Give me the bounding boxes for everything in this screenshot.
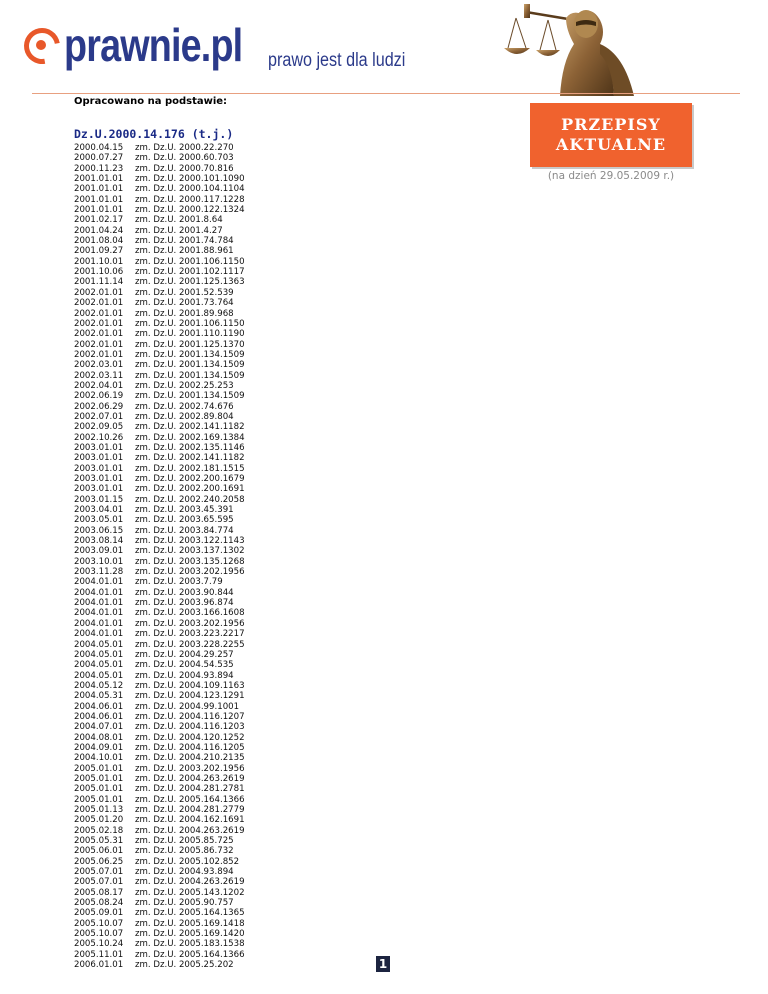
amendment-ref: zm. Dz.U. 2004.116.1205: [135, 742, 245, 753]
amendment-row: [74, 505, 245, 515]
amendment-date: 2000.07.27: [74, 153, 124, 164]
act-title: Dz.U.2000.14.176 (t.j.): [74, 127, 234, 141]
amendment-ref: zm. Dz.U. 2003.122.1143: [135, 536, 245, 547]
amendment-date: 2006.01.01: [74, 960, 124, 971]
amendment-date: 2004.05.12: [74, 680, 124, 691]
amendment-ref: zm. Dz.U. 2005.164.1366: [135, 949, 245, 960]
amendment-date: 2003.05.01: [74, 515, 124, 526]
amendment-date: 2005.01.13: [74, 805, 124, 815]
amendments-list: [74, 143, 245, 971]
amendment-ref: zm. Dz.U. 2005.183.1538: [135, 939, 245, 950]
amendment-row: [74, 340, 245, 350]
amendment-row: [74, 598, 245, 608]
amendment-row: [74, 350, 245, 360]
amendment-date: 2001.11.14: [74, 277, 124, 288]
amendment-row: [74, 929, 245, 939]
amendment-date: 2003.08.14: [74, 536, 124, 547]
prawnie-swirl-icon: [24, 28, 58, 62]
amendment-ref: zm. Dz.U. 2003.84.774: [135, 525, 234, 536]
amendment-date: 2001.01.01: [74, 194, 124, 205]
amendment-ref: zm. Dz.U. 2004.281.2779: [135, 805, 245, 815]
amendment-date: 2002.01.01: [74, 308, 124, 319]
amendment-date: 2004.07.01: [74, 722, 124, 733]
amendment-ref: zm. Dz.U. 2001.110.1190: [135, 329, 245, 340]
amendment-date: 2005.10.24: [74, 939, 124, 950]
amendment-ref: zm. Dz.U. 2001.102.1117: [135, 267, 245, 278]
amendment-ref: zm. Dz.U. 2004.54.535: [135, 660, 234, 671]
amendment-date: 2005.01.01: [74, 763, 124, 774]
amendment-row: [74, 774, 245, 784]
amendment-row: [74, 536, 245, 546]
amendment-ref: zm. Dz.U. 2005.164.1366: [135, 794, 245, 805]
amendment-ref: zm. Dz.U. 2001.8.64: [135, 215, 223, 226]
amendment-row: [74, 722, 245, 732]
amendment-ref: zm. Dz.U. 2001.134.1509: [135, 391, 245, 402]
amendment-row: [74, 960, 245, 970]
amendment-date: 2005.10.07: [74, 918, 124, 929]
badge-line-1: PRZEPISY: [561, 115, 661, 134]
amendment-ref: zm. Dz.U. 2003.202.1956: [135, 763, 245, 774]
amendment-date: 2004.05.01: [74, 639, 124, 650]
amendment-row: [74, 515, 245, 525]
amendment-date: 2003.01.01: [74, 453, 124, 464]
amendment-date: 2004.01.01: [74, 598, 124, 609]
amendment-ref: zm. Dz.U. 2004.93.894: [135, 867, 234, 878]
amendment-date: 2005.06.01: [74, 846, 124, 857]
amendment-row: [74, 443, 245, 453]
amendment-row: [74, 433, 245, 443]
amendment-date: 2004.05.31: [74, 691, 124, 702]
amendment-ref: zm. Dz.U. 2004.123.1291: [135, 691, 245, 702]
amendment-ref: zm. Dz.U. 2005.90.757: [135, 898, 234, 909]
amendment-row: [74, 246, 245, 256]
amendment-ref: zm. Dz.U. 2004.263.2619: [135, 877, 245, 888]
amendment-row: [74, 288, 245, 298]
amendment-ref: zm. Dz.U. 2000.117.1228: [135, 194, 245, 205]
amendment-ref: zm. Dz.U. 2002.240.2058: [135, 494, 245, 505]
amendment-ref: zm. Dz.U. 2003.228.2255: [135, 639, 245, 650]
amendment-date: 2002.03.11: [74, 370, 124, 381]
amendment-row: [74, 764, 245, 774]
amendment-row: [74, 743, 245, 753]
amendment-row: [74, 784, 245, 794]
amendment-row: [74, 371, 245, 381]
amendment-row: [74, 867, 245, 877]
amendment-row: [74, 474, 245, 484]
amendment-ref: zm. Dz.U. 2000.101.1090: [135, 174, 245, 185]
amendment-row: [74, 950, 245, 960]
amendment-row: [74, 753, 245, 763]
amendment-ref: zm. Dz.U. 2004.116.1207: [135, 711, 245, 722]
amendment-row: [74, 650, 245, 660]
amendment-ref: zm. Dz.U. 2001.106.1150: [135, 256, 245, 267]
amendment-row: [74, 836, 245, 846]
amendment-ref: zm. Dz.U. 2004.109.1163: [135, 680, 245, 691]
amendment-ref: zm. Dz.U. 2000.122.1324: [135, 205, 245, 216]
amendment-ref: zm. Dz.U. 2001.134.1509: [135, 360, 245, 371]
amendment-date: 2002.01.01: [74, 318, 124, 329]
amendment-ref: zm. Dz.U. 2004.210.2135: [135, 753, 245, 764]
amendment-date: 2004.05.01: [74, 660, 124, 671]
amendment-ref: zm. Dz.U. 2005.143.1202: [135, 887, 245, 898]
amendment-ref: zm. Dz.U. 2003.202.1956: [135, 618, 245, 629]
amendment-row: [74, 702, 245, 712]
amendment-date: 2005.07.01: [74, 867, 124, 878]
amendment-date: 2002.04.01: [74, 380, 124, 391]
amendment-row: [74, 422, 245, 432]
amendment-row: [74, 733, 245, 743]
amendment-date: 2002.01.01: [74, 349, 124, 360]
amendment-date: 2004.06.01: [74, 701, 124, 712]
page-number: 1: [376, 956, 390, 972]
amendment-row: [74, 174, 245, 184]
amendment-date: 2004.10.01: [74, 753, 124, 764]
amendment-date: 2000.11.23: [74, 163, 124, 174]
amendment-date: 2005.08.17: [74, 887, 124, 898]
amendment-ref: zm. Dz.U. 2000.104.1104: [135, 184, 245, 195]
amendment-row: [74, 567, 245, 577]
amendment-date: 2005.09.01: [74, 908, 124, 919]
amendment-ref: zm. Dz.U. 2004.263.2619: [135, 825, 245, 836]
amendment-row: [74, 577, 245, 587]
header-divider: [32, 93, 740, 94]
amendment-row: [74, 184, 245, 194]
tagline: prawo jest dla ludzi: [268, 50, 406, 71]
amendment-ref: zm. Dz.U. 2001.89.968: [135, 308, 234, 319]
amendment-row: [74, 453, 245, 463]
amendment-date: 2003.01.01: [74, 463, 124, 474]
amendment-row: [74, 919, 245, 929]
amendment-ref: zm. Dz.U. 2004.116.1203: [135, 722, 245, 733]
amendment-ref: zm. Dz.U. 2003.65.595: [135, 515, 234, 526]
amendment-ref: zm. Dz.U. 2005.164.1365: [135, 908, 245, 919]
amendment-row: [74, 143, 245, 153]
amendment-ref: zm. Dz.U. 2003.223.2217: [135, 629, 245, 640]
badge-line-2: AKTUALNE: [555, 135, 667, 154]
amendment-ref: zm. Dz.U. 2002.141.1182: [135, 422, 245, 433]
amendment-ref: zm. Dz.U. 2003.137.1302: [135, 546, 245, 557]
amendment-date: 2005.01.01: [74, 773, 124, 784]
amendment-ref: zm. Dz.U. 2002.89.804: [135, 411, 234, 422]
amendment-ref: zm. Dz.U. 2002.200.1679: [135, 474, 245, 484]
amendment-ref: zm. Dz.U. 2001.74.784: [135, 236, 234, 247]
amendment-ref: zm. Dz.U. 2004.99.1001: [135, 701, 240, 712]
amendment-row: [74, 153, 245, 163]
amendment-row: [74, 939, 245, 949]
amendment-date: 2005.07.01: [74, 877, 124, 888]
amendment-row: [74, 795, 245, 805]
amendment-date: 2004.05.01: [74, 670, 124, 681]
amendment-date: 2005.05.31: [74, 836, 124, 847]
amendment-date: 2003.06.15: [74, 525, 124, 536]
amendment-row: [74, 215, 245, 225]
amendment-date: 2005.11.01: [74, 949, 124, 960]
amendment-row: [74, 329, 245, 339]
amendment-ref: zm. Dz.U. 2003.166.1608: [135, 608, 245, 619]
amendment-date: 2005.06.25: [74, 856, 124, 867]
amendment-ref: zm. Dz.U. 2002.74.676: [135, 401, 234, 412]
amendment-date: 2001.01.01: [74, 184, 124, 195]
amendment-ref: zm. Dz.U. 2002.181.1515: [135, 463, 245, 474]
amendment-row: [74, 712, 245, 722]
amendment-row: [74, 381, 245, 391]
amendment-date: 2004.01.01: [74, 629, 124, 640]
amendment-date: 2001.10.01: [74, 256, 124, 267]
amendment-ref: zm. Dz.U. 2001.4.27: [135, 225, 223, 236]
amendment-row: [74, 877, 245, 887]
amendment-row: [74, 267, 245, 277]
logo-text: prawnie.pl: [64, 19, 243, 71]
amendment-date: 2001.04.24: [74, 225, 124, 236]
amendment-row: [74, 360, 245, 370]
amendment-ref: zm. Dz.U. 2005.85.725: [135, 836, 234, 847]
amendment-row: [74, 164, 245, 174]
amendment-ref: zm. Dz.U. 2001.73.764: [135, 298, 234, 309]
amendment-ref: zm. Dz.U. 2005.169.1420: [135, 929, 245, 940]
amendment-date: 2001.02.17: [74, 215, 124, 226]
amendment-ref: zm. Dz.U. 2005.102.852: [135, 856, 240, 867]
amendment-ref: zm. Dz.U. 2002.200.1691: [135, 484, 245, 495]
amendment-ref: zm. Dz.U. 2003.90.844: [135, 587, 234, 598]
amendment-date: 2002.01.01: [74, 339, 124, 350]
amendment-row: [74, 691, 245, 701]
amendment-row: [74, 298, 245, 308]
amendment-row: [74, 815, 245, 825]
amendment-row: [74, 805, 245, 815]
amendment-ref: zm. Dz.U. 2001.134.1509: [135, 370, 245, 381]
amendment-date: 2003.01.15: [74, 494, 124, 505]
amendment-row: [74, 391, 245, 401]
amendment-row: [74, 546, 245, 556]
amendment-date: 2002.06.19: [74, 391, 124, 402]
amendment-row: [74, 908, 245, 918]
amendment-date: 2002.01.01: [74, 329, 124, 340]
amendment-date: 2002.07.01: [74, 411, 124, 422]
justice-scales-icon: [496, 0, 656, 96]
amendment-date: 2005.01.20: [74, 815, 124, 826]
amendment-date: 2004.01.01: [74, 577, 124, 588]
amendment-ref: zm. Dz.U. 2001.106.1150: [135, 318, 245, 329]
amendment-date: 2005.10.07: [74, 929, 124, 940]
amendment-ref: zm. Dz.U. 2002.169.1384: [135, 432, 245, 443]
amendment-row: [74, 319, 245, 329]
amendment-row: [74, 660, 245, 670]
amendment-date: 2003.01.01: [74, 484, 124, 495]
amendment-ref: zm. Dz.U. 2001.52.539: [135, 287, 234, 298]
amendment-row: [74, 309, 245, 319]
amendment-date: 2001.01.01: [74, 205, 124, 216]
amendment-ref: zm. Dz.U. 2004.120.1252: [135, 732, 245, 743]
amendment-date: 2004.06.01: [74, 711, 124, 722]
amendment-date: 2003.11.28: [74, 567, 124, 578]
amendment-row: [74, 681, 245, 691]
amendment-ref: zm. Dz.U. 2002.135.1146: [135, 442, 245, 453]
amendment-date: 2002.03.01: [74, 360, 124, 371]
amendment-ref: zm. Dz.U. 2001.88.961: [135, 246, 234, 257]
amendment-row: [74, 402, 245, 412]
amendment-date: 2005.02.18: [74, 825, 124, 836]
amendment-date: 2001.09.27: [74, 246, 124, 257]
amendment-ref: zm. Dz.U. 2001.125.1370: [135, 339, 245, 350]
amendment-row: [74, 888, 245, 898]
amendment-date: 2002.09.05: [74, 422, 124, 433]
amendment-ref: zm. Dz.U. 2004.263.2619: [135, 773, 245, 784]
amendment-row: [74, 557, 245, 567]
amendment-row: [74, 526, 245, 536]
amendment-row: [74, 857, 245, 867]
amendment-date: 2001.08.04: [74, 236, 124, 247]
amendment-row: [74, 195, 245, 205]
amendment-ref: zm. Dz.U. 2000.60.703: [135, 153, 234, 164]
amendment-row: [74, 205, 245, 215]
amendment-row: [74, 484, 245, 494]
amendment-row: [74, 277, 245, 287]
amendment-row: [74, 412, 245, 422]
amendment-date: 2003.10.01: [74, 556, 124, 567]
amendment-date: 2005.01.01: [74, 794, 124, 805]
amendment-row: [74, 236, 245, 246]
amendment-row: [74, 495, 245, 505]
amendment-ref: zm. Dz.U. 2003.45.391: [135, 505, 234, 516]
page-header: [0, 0, 768, 96]
amendment-ref: zm. Dz.U. 2000.22.270: [135, 143, 234, 153]
amendment-row: [74, 226, 245, 236]
amendment-ref: zm. Dz.U. 2003.7.79: [135, 577, 223, 588]
amendment-date: 2004.01.01: [74, 618, 124, 629]
amendment-ref: zm. Dz.U. 2002.141.1182: [135, 453, 245, 464]
amendment-date: 2003.01.01: [74, 442, 124, 453]
amendment-ref: zm. Dz.U. 2004.93.894: [135, 670, 234, 681]
amendment-ref: zm. Dz.U. 2004.29.257: [135, 649, 234, 660]
amendment-ref: zm. Dz.U. 2003.96.874: [135, 598, 234, 609]
amendment-date: 2002.06.29: [74, 401, 124, 412]
amendment-row: [74, 826, 245, 836]
amendment-date: 2005.01.01: [74, 784, 124, 795]
amendment-ref: zm. Dz.U. 2003.135.1268: [135, 556, 245, 567]
amendment-ref: zm. Dz.U. 2004.281.2781: [135, 784, 245, 795]
amendment-date: 2004.01.01: [74, 587, 124, 598]
amendment-date: 2001.01.01: [74, 174, 124, 185]
amendment-row: [74, 629, 245, 639]
amendment-ref: zm. Dz.U. 2002.25.253: [135, 380, 234, 391]
amendment-ref: zm. Dz.U. 2005.169.1418: [135, 918, 245, 929]
amendment-date: 2004.05.01: [74, 649, 124, 660]
amendment-row: [74, 846, 245, 856]
amendment-ref: zm. Dz.U. 2005.86.732: [135, 846, 234, 857]
amendment-row: [74, 608, 245, 618]
amendment-date: 2005.08.24: [74, 898, 124, 909]
amendment-row: [74, 588, 245, 598]
amendment-row: [74, 671, 245, 681]
basis-label: Opracowano na podstawie:: [74, 96, 228, 107]
przepisy-aktualne-badge: [530, 103, 692, 167]
amendment-date: 2002.01.01: [74, 298, 124, 309]
amendment-row: [74, 257, 245, 267]
amendment-row: [74, 898, 245, 908]
amendment-date: 2003.01.01: [74, 474, 124, 484]
amendment-ref: zm. Dz.U. 2001.125.1363: [135, 277, 245, 288]
amendment-date: 2002.10.26: [74, 432, 124, 443]
badge-date: (na dzień 29.05.2009 r.): [547, 170, 675, 182]
amendment-row: [74, 640, 245, 650]
amendment-date: 2004.08.01: [74, 732, 124, 743]
brand-logo[interactable]: [24, 19, 281, 71]
amendment-date: 2004.01.01: [74, 608, 124, 619]
amendment-date: 2003.09.01: [74, 546, 124, 557]
amendment-date: 2002.01.01: [74, 287, 124, 298]
amendment-ref: zm. Dz.U. 2004.162.1691: [135, 815, 245, 826]
amendment-date: 2001.10.06: [74, 267, 124, 278]
amendment-ref: zm. Dz.U. 2003.202.1956: [135, 567, 245, 578]
amendment-date: 2000.04.15: [74, 143, 124, 153]
amendment-ref: zm. Dz.U. 2000.70.816: [135, 163, 234, 174]
amendment-ref: zm. Dz.U. 2005.25.202: [135, 960, 234, 971]
amendment-row: [74, 464, 245, 474]
amendment-date: 2003.04.01: [74, 505, 124, 516]
amendment-ref: zm. Dz.U. 2001.134.1509: [135, 349, 245, 360]
amendment-date: 2004.09.01: [74, 742, 124, 753]
amendment-row: [74, 619, 245, 629]
